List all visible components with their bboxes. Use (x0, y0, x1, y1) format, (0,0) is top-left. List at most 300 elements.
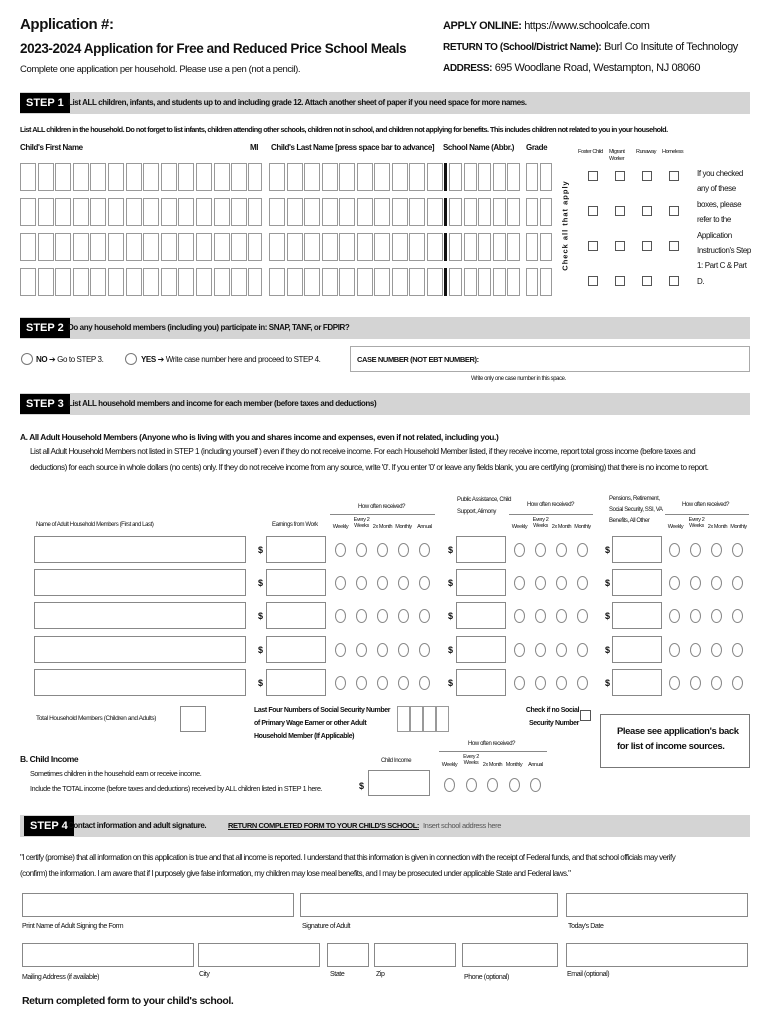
status-checkbox[interactable] (615, 241, 625, 251)
school-cell[interactable] (464, 268, 477, 296)
adult-name-field[interactable] (34, 569, 246, 596)
first-name-cell[interactable] (231, 233, 247, 261)
status-checkbox[interactable] (588, 276, 598, 286)
first-name-cell[interactable] (178, 233, 194, 261)
grade-cell[interactable] (526, 163, 538, 191)
frequency-label: Annual (528, 762, 543, 768)
earnings-frequency-radio[interactable] (356, 576, 367, 590)
frequency-label: Monthly (505, 762, 523, 768)
status-checkbox[interactable] (642, 276, 652, 286)
school-cell[interactable] (449, 163, 462, 191)
last-name-cell[interactable] (374, 233, 390, 261)
pension-frequency-radio[interactable] (669, 676, 680, 690)
school-cell[interactable] (449, 233, 462, 261)
public-assistance-field[interactable] (456, 669, 506, 696)
earnings-frequency-radio[interactable] (335, 676, 346, 690)
earnings-frequency-radio[interactable] (377, 609, 388, 623)
application-number-label: Application #: (20, 16, 114, 33)
adult-name-field[interactable] (34, 669, 246, 696)
pension-frequency-radio[interactable] (732, 643, 743, 657)
earnings-frequency-radio[interactable] (419, 576, 430, 590)
step2-yes-radio[interactable] (125, 353, 137, 365)
earnings-frequency-radio[interactable] (335, 643, 346, 657)
first-name-cell[interactable] (90, 198, 106, 226)
address (443, 62, 700, 74)
last-name-cell[interactable] (357, 163, 373, 191)
earnings-frequency-radio[interactable] (398, 676, 409, 690)
first-name-cell[interactable] (126, 268, 142, 296)
mi-cell[interactable] (248, 233, 262, 261)
ssn-digit-cell[interactable] (410, 706, 423, 732)
earnings-frequency-radio[interactable] (356, 543, 367, 557)
school-cell[interactable] (493, 233, 506, 261)
pension-frequency-radio[interactable] (669, 609, 680, 623)
earnings-frequency-radio[interactable] (398, 543, 409, 557)
last-name-cell[interactable] (427, 233, 443, 261)
frequency-label: Every 2 Weeks (532, 517, 549, 529)
school-divider (444, 268, 447, 296)
first-name-cell[interactable] (126, 233, 142, 261)
first-name-cell[interactable] (38, 198, 54, 226)
pension-frequency-radio[interactable] (669, 643, 680, 657)
earnings-frequency-radio[interactable] (398, 643, 409, 657)
frequency-label: Weekly (511, 524, 528, 530)
public-frequency-radio[interactable] (556, 576, 567, 590)
no-ssn-checkbox[interactable] (580, 710, 591, 721)
first-name-cell[interactable] (161, 268, 177, 296)
public-frequency-radio[interactable] (556, 543, 567, 557)
frequency-rule (330, 514, 435, 515)
case-number-note: Write only one case number in this space. (471, 376, 566, 382)
last-name-cell[interactable] (409, 198, 425, 226)
last-name-cell[interactable] (322, 233, 338, 261)
adult-name-field[interactable] (34, 602, 246, 629)
first-name-cell[interactable] (178, 268, 194, 296)
first-name-cell[interactable] (108, 268, 124, 296)
last-name-cell[interactable] (427, 268, 443, 296)
frequency-label: Weekly (332, 524, 349, 530)
first-name-cell[interactable] (108, 163, 124, 191)
step4-title: Contact information and adult signature. (68, 821, 207, 830)
ssn-digit-cell[interactable] (423, 706, 436, 732)
grade-cell[interactable] (540, 233, 552, 261)
school-cell[interactable] (464, 198, 477, 226)
first-name-cell[interactable] (178, 163, 194, 191)
first-name-cell[interactable] (126, 198, 142, 226)
school-cell[interactable] (493, 268, 506, 296)
mi-cell[interactable] (248, 198, 262, 226)
school-divider (444, 198, 447, 226)
public-frequency-radio[interactable] (577, 676, 588, 690)
first-name-cell[interactable] (161, 198, 177, 226)
public-assistance-field[interactable] (456, 536, 506, 563)
last-name-cell[interactable] (409, 163, 425, 191)
public-assistance-field[interactable] (456, 602, 506, 629)
step2-no-radio[interactable] (21, 353, 33, 365)
public-frequency-radio[interactable] (514, 643, 525, 657)
public-frequency-radio[interactable] (556, 676, 567, 690)
step4-badge: STEP 4 (24, 816, 74, 836)
first-name-cell[interactable] (143, 198, 159, 226)
earnings-frequency-radio[interactable] (335, 576, 346, 590)
last-name-cell[interactable] (409, 268, 425, 296)
earnings-frequency-radio[interactable] (419, 676, 430, 690)
earnings-field[interactable] (266, 569, 326, 596)
public-frequency-radio[interactable] (556, 643, 567, 657)
school-cell[interactable] (507, 198, 520, 226)
first-name-cell[interactable] (20, 268, 36, 296)
earnings-frequency-radio[interactable] (356, 676, 367, 690)
col-grade: Grade (526, 143, 548, 152)
grade-cell[interactable] (526, 268, 538, 296)
first-name-cell[interactable] (196, 198, 212, 226)
last-name-cell[interactable] (322, 163, 338, 191)
status-checkbox[interactable] (615, 206, 625, 216)
step1-instruction: List ALL children in the household. Do not forget to list infants, children attending other schools, children not in school, and children not applying for benefits. This includes children not related to you in your household. (20, 125, 668, 134)
school-divider (444, 163, 447, 191)
status-checkbox[interactable] (642, 241, 652, 251)
public-assistance-field[interactable] (456, 569, 506, 596)
earnings-frequency-radio[interactable] (377, 643, 388, 657)
grade-cell[interactable] (540, 198, 552, 226)
col-foster-child: Foster Child (578, 149, 603, 155)
col-mi: MI (250, 143, 259, 152)
first-name-cell[interactable] (90, 233, 106, 261)
todays-date-field[interactable] (566, 893, 748, 917)
earnings-frequency-radio[interactable] (419, 643, 430, 657)
status-checkbox[interactable] (669, 206, 679, 216)
public-frequency-radio[interactable] (514, 609, 525, 623)
first-name-cell[interactable] (38, 233, 54, 261)
child-income-frequency-radio[interactable] (530, 778, 541, 792)
last-name-cell[interactable] (392, 163, 408, 191)
child-income-frequency-radio[interactable] (509, 778, 520, 792)
earnings-field[interactable] (266, 669, 326, 696)
public-frequency-radio[interactable] (535, 543, 546, 557)
last-name-cell[interactable] (409, 233, 425, 261)
grade-cell[interactable] (540, 268, 552, 296)
first-name-cell[interactable] (55, 198, 71, 226)
signature-label: Signature of Adult (302, 923, 351, 930)
return-school-field[interactable]: Insert school address here (423, 821, 501, 830)
city-field[interactable] (198, 943, 320, 967)
earnings-frequency-radio[interactable] (377, 543, 388, 557)
step2-badge: STEP 2 (20, 318, 70, 338)
pension-frequency-radio[interactable] (732, 576, 743, 590)
case-number-field[interactable] (350, 346, 750, 372)
first-name-cell[interactable] (20, 233, 36, 261)
earnings-frequency-radio[interactable] (335, 609, 346, 623)
public-frequency-radio[interactable] (556, 609, 567, 623)
last-name-cell[interactable] (339, 163, 355, 191)
earnings-dollar: $ (258, 611, 263, 621)
public-frequency-radio[interactable] (514, 543, 525, 557)
pension-field[interactable] (612, 569, 662, 596)
pension-frequency-radio[interactable] (711, 543, 722, 557)
pension-dollar: $ (605, 578, 610, 588)
earnings-frequency-radio[interactable] (356, 643, 367, 657)
status-checkbox[interactable] (669, 276, 679, 286)
first-name-cell[interactable] (231, 268, 247, 296)
earnings-dollar: $ (258, 678, 263, 688)
first-name-cell[interactable] (161, 163, 177, 191)
child-income-dollar: $ (359, 781, 364, 791)
step2-no-action: Go to STEP 3. (57, 355, 104, 364)
frequency-label: 2x Month (551, 524, 572, 530)
first-name-cell[interactable] (73, 233, 89, 261)
first-name-cell[interactable] (126, 163, 142, 191)
last-name-cell[interactable] (339, 233, 355, 261)
status-checkbox[interactable] (642, 206, 652, 216)
address-label: ADDRESS: (443, 63, 493, 74)
last-name-cell[interactable] (357, 198, 373, 226)
pension-frequency-radio[interactable] (669, 543, 680, 557)
earnings-field[interactable] (266, 602, 326, 629)
total-members-field[interactable] (180, 706, 206, 732)
last-name-cell[interactable] (374, 198, 390, 226)
last-name-cell[interactable] (269, 198, 285, 226)
public-frequency-radio[interactable] (535, 609, 546, 623)
status-checkbox[interactable] (642, 171, 652, 181)
last-name-cell[interactable] (287, 198, 303, 226)
first-name-cell[interactable] (143, 268, 159, 296)
first-name-cell[interactable] (20, 198, 36, 226)
earnings-frequency-radio[interactable] (398, 576, 409, 590)
public-frequency-radio[interactable] (577, 543, 588, 557)
ssn-digit-cell[interactable] (397, 706, 410, 732)
earnings-field[interactable] (266, 636, 326, 663)
child-income-frequency-radio[interactable] (466, 778, 477, 792)
email-field[interactable] (566, 943, 748, 967)
ssn-digit-cell[interactable] (436, 706, 449, 732)
adult-name-field[interactable] (34, 536, 246, 563)
frequency-label: Annual (417, 524, 432, 530)
phone-field[interactable] (462, 943, 558, 967)
state-field[interactable] (327, 943, 369, 967)
public-dollar: $ (448, 678, 453, 688)
mailing-address-label: Mailing Address (if available) (22, 974, 100, 981)
first-name-cell[interactable] (73, 198, 89, 226)
grade-cell[interactable] (526, 198, 538, 226)
status-checkbox[interactable] (588, 206, 598, 216)
how-often-label: How often received? (468, 741, 516, 747)
pension-frequency-radio[interactable] (711, 676, 722, 690)
last-name-cell[interactable] (304, 198, 320, 226)
last-name-cell[interactable] (304, 163, 320, 191)
pension-frequency-radio[interactable] (690, 576, 701, 590)
school-cell[interactable] (478, 233, 491, 261)
adult-name-field[interactable] (34, 636, 246, 663)
earnings-frequency-radio[interactable] (335, 543, 346, 557)
earnings-frequency-radio[interactable] (356, 609, 367, 623)
last-name-cell[interactable] (287, 268, 303, 296)
pension-frequency-radio[interactable] (690, 543, 701, 557)
earnings-frequency-radio[interactable] (419, 543, 430, 557)
form-subtitle: Complete one application per household. Please use a pen (not a pencil). (20, 64, 301, 75)
col-earnings: Earnings from Work (272, 522, 318, 528)
last-name-cell[interactable] (339, 198, 355, 226)
print-name-field[interactable] (22, 893, 294, 917)
mi-cell[interactable] (248, 163, 262, 191)
last-name-cell[interactable] (357, 268, 373, 296)
pension-frequency-radio[interactable] (732, 543, 743, 557)
first-name-cell[interactable] (196, 233, 212, 261)
school-cell[interactable] (507, 268, 520, 296)
earnings-frequency-radio[interactable] (377, 576, 388, 590)
first-name-cell[interactable] (38, 268, 54, 296)
public-dollar: $ (448, 545, 453, 555)
last-name-cell[interactable] (427, 198, 443, 226)
school-cell[interactable] (449, 198, 462, 226)
first-name-cell[interactable] (231, 198, 247, 226)
grade-cell[interactable] (526, 233, 538, 261)
last-name-cell[interactable] (287, 163, 303, 191)
pension-frequency-radio[interactable] (690, 609, 701, 623)
first-name-cell[interactable] (20, 163, 36, 191)
pension-field[interactable] (612, 602, 662, 629)
pension-frequency-radio[interactable] (732, 609, 743, 623)
earnings-dollar: $ (258, 545, 263, 555)
state-label: State (330, 971, 345, 978)
first-name-cell[interactable] (143, 163, 159, 191)
public-frequency-radio[interactable] (535, 643, 546, 657)
first-name-cell[interactable] (108, 233, 124, 261)
last-name-cell[interactable] (357, 233, 373, 261)
earnings-frequency-radio[interactable] (419, 609, 430, 623)
pension-frequency-radio[interactable] (711, 576, 722, 590)
pension-frequency-radio[interactable] (690, 676, 701, 690)
first-name-cell[interactable] (90, 268, 106, 296)
pension-frequency-radio[interactable] (732, 676, 743, 690)
first-name-cell[interactable] (55, 163, 71, 191)
school-cell[interactable] (464, 163, 477, 191)
earnings-dollar: $ (258, 578, 263, 588)
public-frequency-radio[interactable] (514, 676, 525, 690)
school-cell[interactable] (478, 268, 491, 296)
earnings-frequency-radio[interactable] (398, 609, 409, 623)
apply-online (443, 20, 650, 32)
first-name-cell[interactable] (196, 268, 212, 296)
child-income-frequency-radio[interactable] (444, 778, 455, 792)
apply-online-url[interactable]: https://www.schoolcafe.com (524, 20, 650, 32)
signature-field[interactable] (300, 893, 558, 917)
status-checkbox[interactable] (615, 276, 625, 286)
school-cell[interactable] (478, 163, 491, 191)
school-cell[interactable] (449, 268, 462, 296)
school-cell[interactable] (478, 198, 491, 226)
last-name-cell[interactable] (339, 268, 355, 296)
first-name-cell[interactable] (143, 233, 159, 261)
grade-cell[interactable] (540, 163, 552, 191)
earnings-field[interactable] (266, 536, 326, 563)
school-cell[interactable] (507, 163, 520, 191)
status-checkbox[interactable] (615, 171, 625, 181)
pension-frequency-radio[interactable] (690, 643, 701, 657)
last-name-cell[interactable] (392, 198, 408, 226)
first-name-cell[interactable] (73, 268, 89, 296)
public-frequency-radio[interactable] (535, 676, 546, 690)
first-name-cell[interactable] (196, 163, 212, 191)
last-name-cell[interactable] (392, 268, 408, 296)
pension-field[interactable] (612, 636, 662, 663)
public-assistance-field[interactable] (456, 636, 506, 663)
pension-field[interactable] (612, 536, 662, 563)
pension-field[interactable] (612, 669, 662, 696)
school-cell[interactable] (493, 198, 506, 226)
last-name-cell[interactable] (287, 233, 303, 261)
first-name-cell[interactable] (214, 163, 230, 191)
public-frequency-radio[interactable] (577, 609, 588, 623)
last-name-cell[interactable] (269, 268, 285, 296)
school-cell[interactable] (507, 233, 520, 261)
public-frequency-radio[interactable] (577, 576, 588, 590)
child-income-field[interactable] (368, 770, 430, 796)
first-name-cell[interactable] (55, 268, 71, 296)
mailing-address-field[interactable] (22, 943, 194, 967)
earnings-frequency-radio[interactable] (377, 676, 388, 690)
last-name-cell[interactable] (304, 268, 320, 296)
last-name-cell[interactable] (392, 233, 408, 261)
first-name-cell[interactable] (214, 268, 230, 296)
last-name-cell[interactable] (269, 233, 285, 261)
return-to-value: Burl Co Insitute of Technology (603, 41, 738, 53)
public-frequency-radio[interactable] (514, 576, 525, 590)
first-name-cell[interactable] (90, 163, 106, 191)
status-checkbox[interactable] (588, 241, 598, 251)
frequency-rule (509, 514, 593, 515)
child-income-frequency-radio[interactable] (487, 778, 498, 792)
frequency-label: Weekly (667, 524, 684, 530)
first-name-cell[interactable] (214, 198, 230, 226)
col-migrant-worker: Migrant Worker (609, 149, 625, 162)
see-back-text: Please see application's back for list of income sources. (617, 726, 739, 752)
first-name-cell[interactable] (73, 163, 89, 191)
first-name-cell[interactable] (178, 198, 194, 226)
first-name-cell[interactable] (55, 233, 71, 261)
last-name-cell[interactable] (269, 163, 285, 191)
mi-cell[interactable] (248, 268, 262, 296)
arrow-right-icon: ➔ (49, 355, 56, 364)
first-name-cell[interactable] (214, 233, 230, 261)
pension-frequency-radio[interactable] (669, 576, 680, 590)
status-checkbox[interactable] (669, 241, 679, 251)
last-name-cell[interactable] (304, 233, 320, 261)
form-title: 2023-2024 Application for Free and Reduced Price School Meals (20, 41, 407, 56)
last-name-cell[interactable] (322, 198, 338, 226)
last-name-cell[interactable] (427, 163, 443, 191)
public-frequency-radio[interactable] (535, 576, 546, 590)
school-cell[interactable] (464, 233, 477, 261)
first-name-cell[interactable] (38, 163, 54, 191)
pension-frequency-radio[interactable] (711, 609, 722, 623)
return-school-label: RETURN COMPLETED FORM TO YOUR CHILD'S SCHOOL: (228, 821, 420, 830)
last-name-cell[interactable] (374, 163, 390, 191)
school-cell[interactable] (493, 163, 506, 191)
first-name-cell[interactable] (108, 198, 124, 226)
pension-frequency-radio[interactable] (711, 643, 722, 657)
last-name-cell[interactable] (322, 268, 338, 296)
status-checkbox[interactable] (669, 171, 679, 181)
step1-title: List ALL children, infants, and students up to and including grade 12. Attach another sheet of paper if you need space for more names. (68, 98, 527, 107)
first-name-cell[interactable] (161, 233, 177, 261)
last-name-cell[interactable] (374, 268, 390, 296)
print-name-label: Print Name of Adult Signing the Form (22, 923, 124, 930)
frequency-label: Weekly (441, 762, 458, 768)
status-checkbox[interactable] (588, 171, 598, 181)
first-name-cell[interactable] (231, 163, 247, 191)
public-frequency-radio[interactable] (577, 643, 588, 657)
zip-field[interactable] (374, 943, 456, 967)
